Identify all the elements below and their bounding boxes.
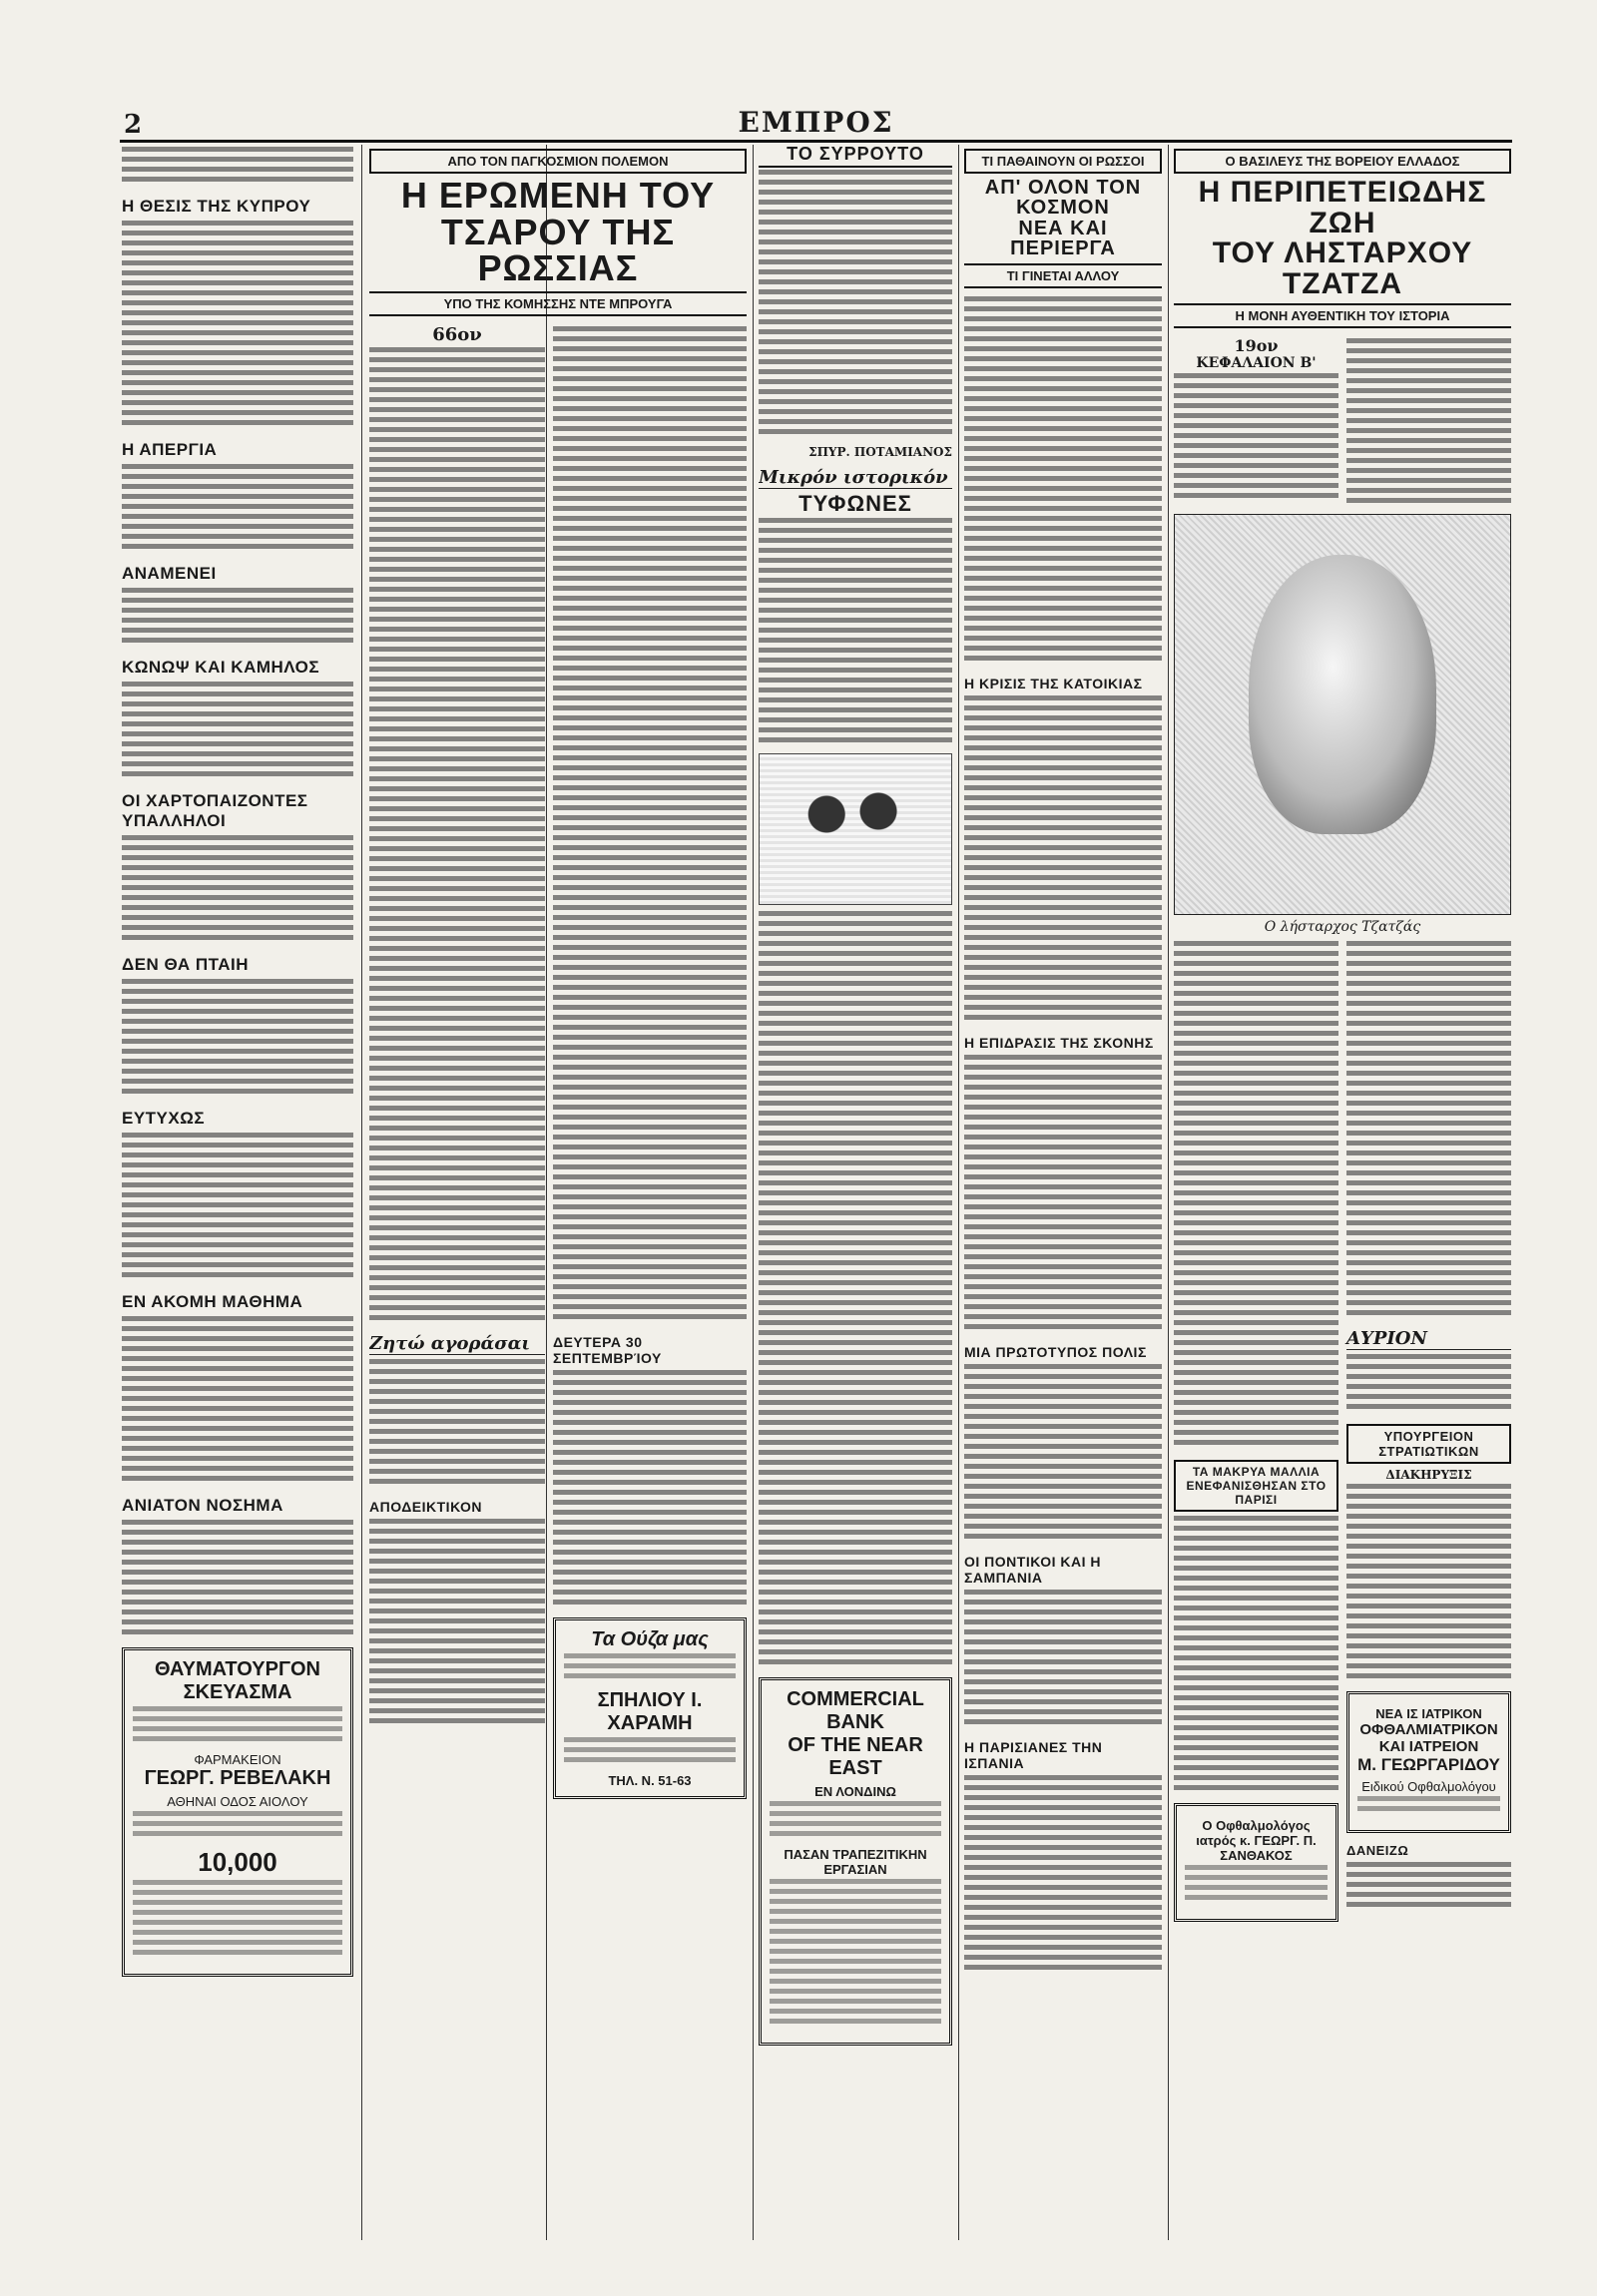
episode-number: 19ον: [1234, 336, 1279, 356]
masthead: [120, 106, 1512, 143]
world-subtitle: ΤΙ ΓΙΝΕΤΑΙ ΑΛΛΟΥ: [964, 263, 1162, 288]
section-heading: ΚΩΝΩΨ ΚΑΙ ΚΑΜΗΛΟΣ: [122, 658, 320, 677]
serial-tsar-mistress: [369, 145, 747, 2250]
eye-clinic-ad: ΝΕΑ ΙΣ ΙΑΤΡΙΚΟΝ ΟΦΘΑΛΜΙΑΤΡΙΚΟΝ ΚΑΙ ΙΑΤΡΕΙΟΝ Μ. ΓΕΩΡΓΑΡΙΔΟΥ Ειδικού Οφθαλμολόγου: [1346, 1691, 1511, 1833]
bank-ad: COMMERCIAL BANK OF THE NEAR EAST ΕΝ ΛΟΝΔΙΝΩ ΠΑΣΑΝ ΤΡΑΠΕΖΙΤΙΚΗΝ ΕΡΓΑΣΙΑΝ: [759, 1677, 952, 2046]
feature2-title-line2: ΤΟΥ ΛΗΣΤΑΡΧΟΥ ΤΖΑΤΖΑ: [1212, 236, 1473, 300]
section-heading: Η ΚΡΙΣΙΣ ΤΗΣ ΚΑΤΟΙΚΙΑΣ: [964, 675, 1143, 691]
column-news-briefs: [122, 145, 353, 2250]
section-heading: ΑΝΙΑΤΟΝ ΝΟΣΗΜΑ: [122, 1496, 283, 1515]
story-kicker: Μικρόν ιστορικόν: [759, 467, 952, 489]
section-heading: Η ΠΑΡΙΣΙΑΝΕΣ ΤΗΝ ΙΣΠΑΝΙΑ: [964, 1738, 1103, 1771]
section-heading: ΑΝΑΜΕΝΕΙ: [122, 564, 217, 583]
poem-heading: ΤΟ ΣΥΡΡΟΥΤΟ: [759, 145, 952, 168]
section-heading: Η ΕΠΙΔΡΑΣΙΣ ΤΗΣ ΣΚΟΝΗΣ: [964, 1034, 1154, 1051]
ouzo-ad: Τα Ούζα μας ΣΠΗΛΙΟΥ Ι. ΧΑΡΑΜΗ ΤΗΛ. Ν. 51-63: [553, 1617, 747, 1799]
feature2-subtitle: Η ΜΟΝΗ ΑΥΘΕΝΤΙΚΗ ΤΟΥ ΙΣΤΟΡΙΑ: [1174, 303, 1511, 328]
column-rule: [361, 145, 362, 2240]
feature-title-line2: ΤΣΑΡΟΥ ΤΗΣ ΡΩΣΣΙΑΣ: [440, 211, 676, 289]
column-poem-story: [759, 145, 952, 2250]
fashion-heading: ΤΑ ΜΑΚΡΥΑ ΜΑΛΛΙΑ ΕΝΕΦΑΝΙΣΘΗΣΑΝ ΣΤΟ ΠΑΡΙΣΙ: [1174, 1460, 1338, 1512]
feature-subtitle: ΥΠΟ ΤΗΣ ΚΟΜΗΣΣΗΣ ΝΤΕ ΜΠΡΟΥΓΑ: [369, 291, 747, 316]
column-world-news: [964, 145, 1162, 2250]
serial-tzatzas: [1174, 145, 1511, 2250]
section-heading: ΜΙΑ ΠΡΩΤΟΤΥΠΟΣ ΠΟΛΙΣ: [964, 1343, 1147, 1360]
ministry-sub: ΔΙΑΚΗΡΥΞΙΣ: [1385, 1468, 1472, 1483]
children-reading-illustration: [759, 753, 952, 905]
tomorrow-heading: ΑΥΡΙΟΝ: [1346, 1328, 1511, 1350]
notice-heading: Ζητώ αγοράσαι: [369, 1333, 545, 1355]
bandit-portrait: [1174, 514, 1511, 915]
feature2-title-line1: Η ΠΕΡΙΠΕΤΕΙΩΔΗΣ ΖΩΗ: [1198, 176, 1487, 239]
story-heading: ΤΥΦΩΝΕΣ: [798, 491, 912, 517]
feature-title-line1: Η ΕΡΩΜΕΝΗ ΤΟΥ: [400, 175, 716, 216]
column-seven: [1346, 939, 1511, 1930]
section-heading: ΔΕΝ ΘΑ ΠΤΑΙΗ: [122, 955, 250, 974]
section-heading: ΟΙ ΠΟΝΤΙΚΟΙ ΚΑΙ Η ΣΑΜΠΑΝΙΑ: [964, 1553, 1101, 1586]
section-heading: ΕΝ ΑΚΟΜΗ ΜΑΘΗΜΑ: [122, 1292, 303, 1311]
doctor-ad: Ο Οφθαλμολόγος ιατρός κ. ΓΕΩΡΓ. Π. ΣΑΝΘΑΚΟΣ: [1174, 1803, 1338, 1922]
pharmacy-ad: ΘΑΥΜΑΤΟΥΡΓΟΝ ΣΚΕΥΑΣΜΑ ΦΑΡΜΑΚΕΙΟΝ ΓΕΩΡΓ. ΡΕΒΕΛΑΚΗ ΑΘΗΝΑΙ ΟΔΟΣ ΑΙΟΛΟΥ 10,000: [122, 1647, 353, 1977]
world-kicker: ΤΙ ΠΑΘΑΙΝΟΥΝ ΟΙ ΡΩΣΣΟΙ: [964, 149, 1162, 174]
episode-number: 66ον: [432, 324, 482, 346]
feature2-kicker: Ο ΒΑΣΙΛΕΥΣ ΤΗΣ ΒΟΡΕΙΟΥ ΕΛΛΑΔΟΣ: [1174, 149, 1511, 174]
loan-heading: ΔΑΝΕΙΖΩ: [1346, 1843, 1409, 1859]
repertory-heading: ΔΕΥΤΕΡΑ 30 ΣΕΠΤΕΜΒΡΊΟΥ: [553, 1334, 662, 1367]
announce-heading: ΑΠΟΔΕΙΚΤΙΚΟΝ: [369, 1499, 483, 1516]
ministry-heading: ΥΠΟΥΡΓΕΙΟΝ ΣΤΡΑΤΙΩΤΙΚΩΝ: [1346, 1424, 1511, 1464]
column-rule: [753, 145, 754, 2240]
world-title-line1: ΑΠ' ΟΛΟΝ ΤΟΝ ΚΟΣΜΟΝ: [984, 177, 1142, 220]
portrait-caption: Ο λήσταρχος Τζατζάς: [1264, 919, 1421, 936]
feature-kicker: ΑΠΟ ΤΟΝ ΠΑΓΚΟΣΜΙΟΝ ΠΟΛΕΜΟΝ: [369, 149, 747, 174]
column-rule: [958, 145, 959, 2240]
chapter-label: ΚΕΦΑΛΑΙΟΝ Β': [1196, 355, 1317, 372]
column-rule: [1168, 145, 1169, 2240]
section-heading: ΕΥΤΥΧΩΣ: [122, 1109, 206, 1128]
poem-author: ΣΠΥΡ. ΠΟΤΑΜΙΑΝΟΣ: [808, 445, 952, 460]
section-heading: Η ΑΠΕΡΓΙΑ: [122, 440, 218, 459]
section-heading: Η ΘΕΣΙΣ ΤΗΣ ΚΥΠΡΟΥ: [122, 197, 311, 216]
world-title-line2: ΝΕΑ ΚΑΙ ΠΕΡΙΕΡΓΑ: [1010, 217, 1116, 260]
paper-name: ΕΜΠΡΟΣ: [738, 106, 894, 139]
section-heading: ΟΙ ΧΑΡΤΟΠΑΙΖΟΝΤΕΣ ΥΠΑΛΛΗΛΟΙ: [122, 791, 308, 830]
page-number: 2: [124, 110, 143, 140]
